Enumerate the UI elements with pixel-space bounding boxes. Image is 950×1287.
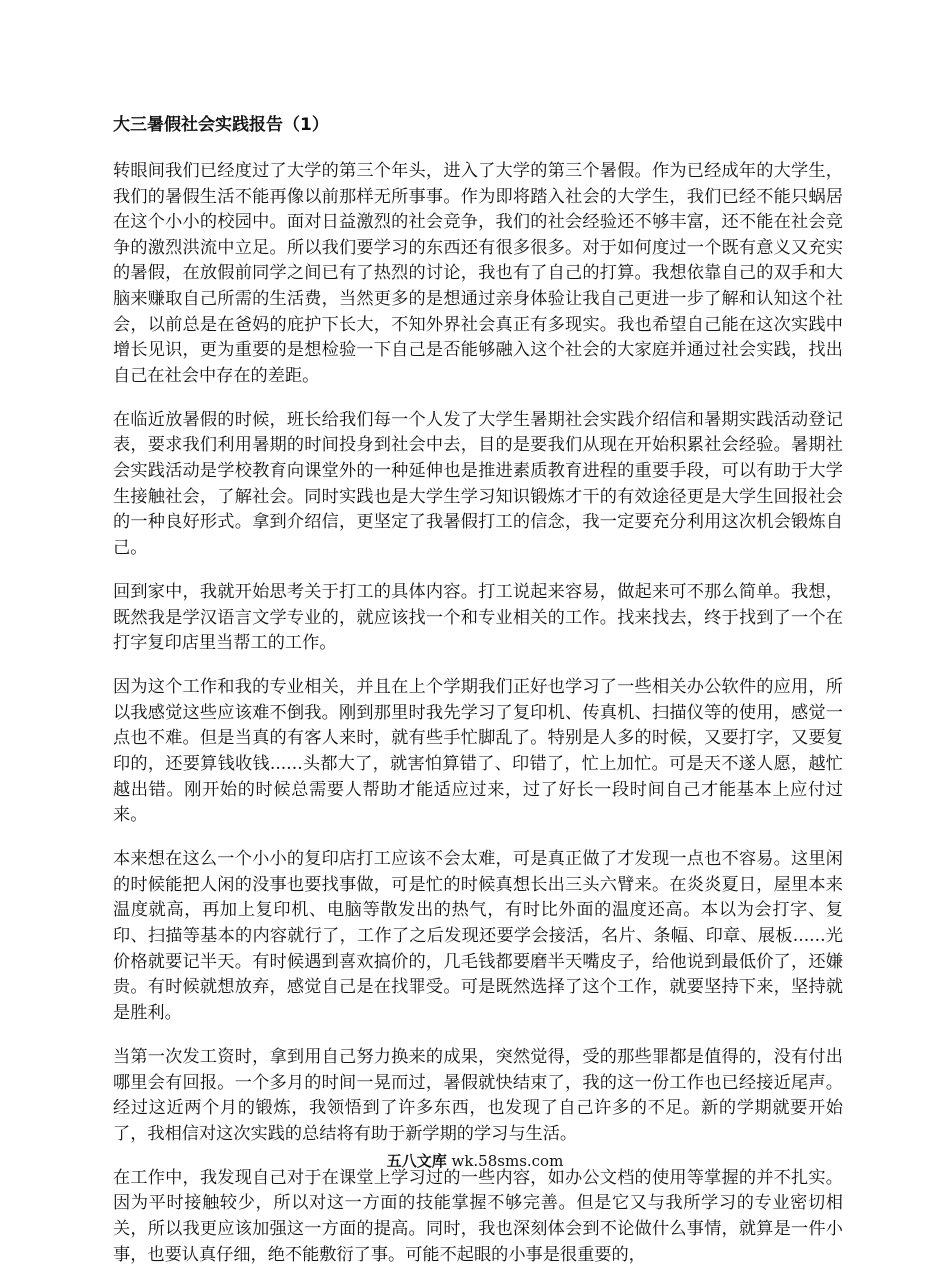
paragraph-6: 当第一次发工资时，拿到用自己努力换来的成果，突然觉得，受的那些罪都是值得的，没有付出哪里会有回报。一个多月的时间一晃而过，暑假就快结束了，我的这一份工作也已经接近尾声。经过这近两个月的锻炼，我领悟到了许多东西，也发现了自己许多的不足。新的学期就要开始了，我相信对这次实践的总结将有助于新学期的学习与生活。 (113, 1046, 843, 1144)
document-page (113, 112, 843, 1287)
page-footer (0, 1150, 950, 1172)
footer-brand: 五八文库 (386, 1152, 447, 1170)
paragraph-7: 在工作中，我发现自己对于在课堂上学习过的一些内容，如办公文档的使用等掌握的并不扎实。因为平时接触较少，所以对这一方面的技能掌握不够完善。但是它又与我所学习的专业密切相关，所以我更应该加强这一方面的提高。同时，我也深刻体会到不论做什么事情，就算是一件小事，也要认真仔细，绝不能敷衍了事。可能不起眼的小事是很重要的， (113, 1167, 843, 1265)
paragraph-2: 在临近放暑假的时候，班长给我们每一个人发了大学生暑期社会实践介绍信和暑期实践活动登记表，要求我们利用暑期的时间投身到社会中去，目的是要我们从现在开始积累社会经验。暑期社会实践活动是学校教育向课堂外的一种延伸也是推进素质教育进程的重要手段，可以有助于大学生接触社会，了解社会。同时实践也是大学生学习知识锻炼才干的有效途径更是大学生回报社会的一种良好形式。拿到介绍信，更坚定了我暑假打工的信念，我一定要充分利用这次机会锻炼自己。 (113, 409, 843, 558)
paragraph-5: 本来想在这么一个小小的复印店打工应该不会太难，可是真正做了才发现一点也不容易。这里闲的时候能把人闲的没事也要找事做，可是忙的时候真想长出三头六臂来。在炎炎夏日，屋里本来温度就高，再加上复印机、电脑等散发出的热气，有时比外面的温度还高。本以为会打字、复印、扫描等基本的内容就行了，工作了之后发现还要学会接活，名片、条幅、印章、展板......光价格就要记半天。有时候遇到喜欢搞价的，几毛钱都要磨半天嘴皮子，给他说到最低价了，还嫌贵。有时候就想放弃，感觉自己是在找罪受。可是既然选择了这个工作，就要坚持下来，坚持就是胜利。 (113, 849, 843, 1023)
paragraph-4: 因为这个工作和我的专业相关，并且在上个学期我们正好也学习了一些相关办公软件的应用，所以我感觉这些应该难不倒我。刚到那里时我先学习了复印机、传真机、扫描仪等的使用，感觉一点也不难。但是当真的有客人来时，就有些手忙脚乱了。特别是人多的时候，又要打字，又要复印的，还要算钱收钱......头都大了，就害怕算错了、印错了，忙上加忙。可是天不遂人愿，越忙越出错。刚开始的时候总需要人帮助才能适应过来，过了好长一段时间自己才能基本上应付过来。 (113, 677, 843, 826)
document-title: 大三暑假社会实践报告（1） (113, 115, 329, 135)
paragraph-1: 转眼间我们已经度过了大学的第三个年头，进入了大学的第三个暑假。作为已经成年的大学生，我们的暑假生活不能再像以前那样无所事事。作为即将踏入社会的大学生，我们已经不能只蜗居在这个小小的校园中。面对日益激烈的社会竞争，我们的社会经验还不够丰富，还不能在社会竞争的激烈洪流中立足。所以我们要学习的东西还有很多很多。对于如何度过一个既有意义又充实的暑假，在放假前同学之间已有了热烈的讨论，我也有了自己的打算。我想依靠自己的双手和大脑来赚取自己所需的生活费，当然更多的是想通过亲身体验让我自己更进一步了解和认知这个社会，以前总是在爸妈的庇护下长大，不知外界社会真正有多现实。我也希望自己能在这次实践中增长见识，更为重要的是想检验一下自己是否能够融入这个社会的大家庭并通过社会实践，找出自己在社会中存在的差距。 (113, 161, 843, 386)
paragraph-3: 回到家中，我就开始思考关于打工的具体内容。打工说起来容易，做起来可不那么简单。我想，既然我是学汉语言文学专业的，就应该找一个和专业相关的工作。找来找去，终于找到了一个在打字复印店里当帮工的工作。 (113, 581, 843, 654)
footer-url: wk.58sms.com (451, 1152, 564, 1170)
